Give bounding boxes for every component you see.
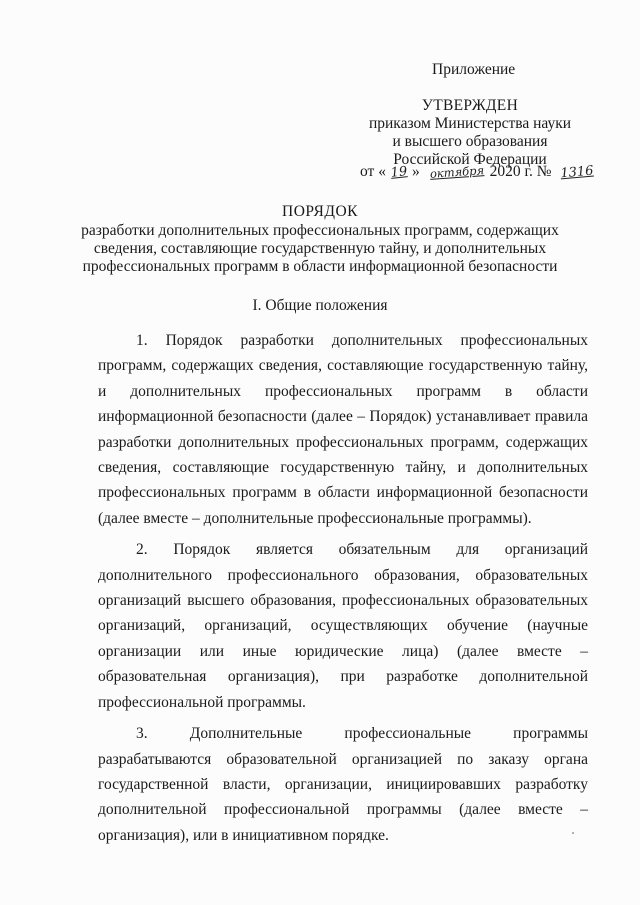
approval-block	[340, 97, 600, 169]
order-mid: »	[411, 163, 420, 180]
title-subtitle-3: профессиональных программ в области информационной безопасности	[82, 258, 558, 275]
paragraph-3: 3. Дополнительные профессиональные программы разрабатываются образовательной организацией по заказу органа государственной власти, организации, инициировавших разработку дополнительной профессиональной программы (далее вместе – организация), или в инициативном порядке.	[98, 725, 588, 844]
scan-speck	[572, 832, 574, 834]
section-heading: I. Общие положения	[252, 297, 388, 314]
document-body	[98, 328, 588, 848]
order-day-handwritten: 19	[389, 164, 408, 181]
paragraph-1: 1. Порядок разработки дополнительных профессиональных программ, содержащих сведения, составляющие государственную тайну, и дополнительных профессиональных программ в области информационной безопасности (далее – Порядок) устанавливает правила разработки дополнительных профессиональных программ, содержащих сведения, составляющие государственную тайну, и дополнительных профессиональных программ в области информационной безопасности (далее вместе – дополнительные профессиональные программы).	[98, 332, 588, 527]
order-year-text: 2020 г. №	[489, 163, 552, 180]
title-subtitle-2: сведения, составляющие государственную тайну, и дополнительных	[93, 240, 547, 257]
appendix-label: Приложение	[432, 61, 516, 78]
approved-line-1: приказом Министерства науки	[368, 115, 572, 132]
paragraph-2: 2. Порядок является обязательным для организаций дополнительного профессионального образования, образовательных организаций высшего образования, профессиональных образовательных организаций, организаций, осуществляющих обучение (научные организации или иные юридические лица) (далее вместе – образовательная организация), при разработке дополнительной профессиональной программы.	[98, 541, 588, 711]
order-number-handwritten: 1316	[560, 163, 595, 182]
approved-title: УТВЕРЖДЕН	[421, 97, 519, 114]
order-month-handwritten: октября	[428, 163, 485, 181]
document-title	[60, 203, 580, 276]
title-subtitle-1: разработки дополнительных профессиональных программ, содержащих	[81, 222, 559, 239]
order-date-number	[360, 163, 599, 181]
order-prefix: от «	[360, 163, 386, 180]
approved-line-2: и высшего образования	[392, 133, 548, 150]
title-main: ПОРЯДОК	[282, 203, 358, 220]
approved-line-3: Российской Федерации	[393, 151, 547, 168]
